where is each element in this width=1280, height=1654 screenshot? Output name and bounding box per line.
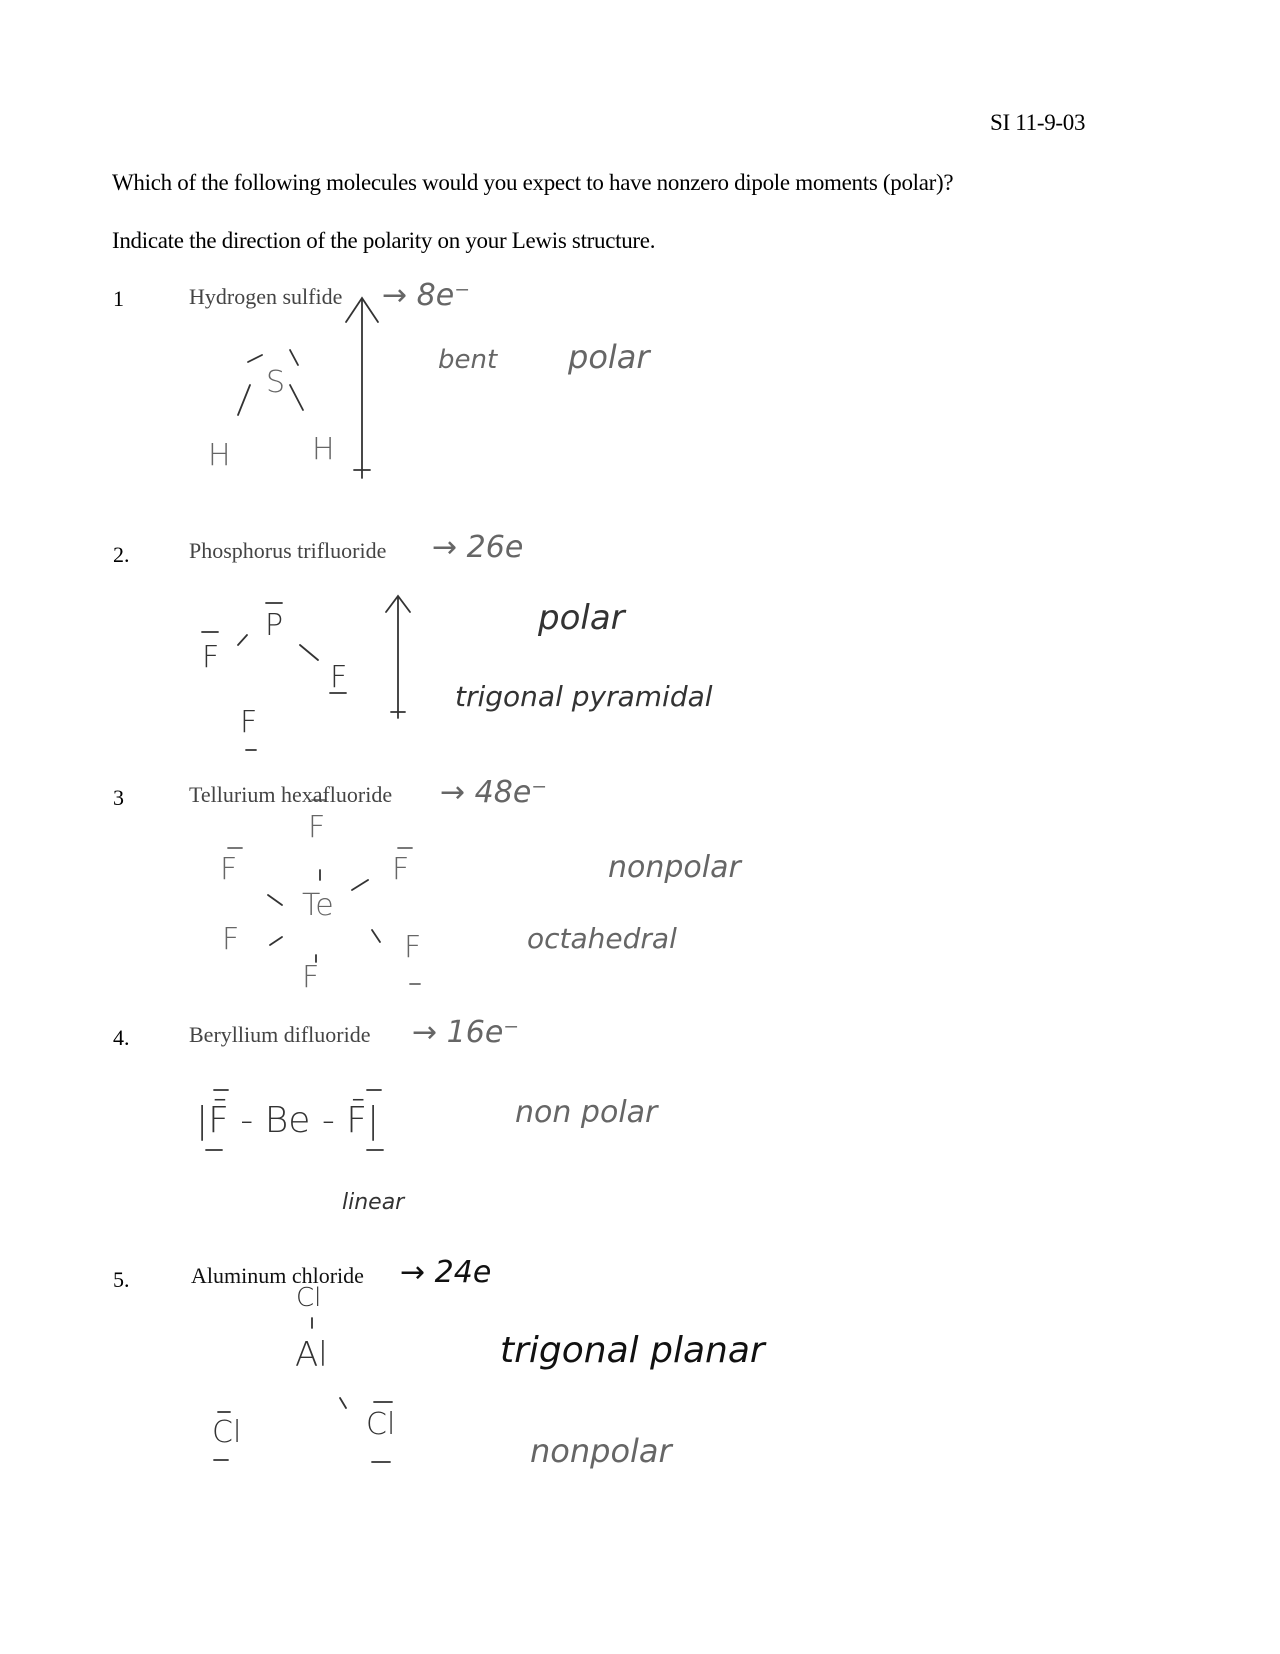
question-1-number: 1 [113,286,124,311]
question-4-polarity: non polar [515,1095,658,1130]
question-3-polarity: nonpolar [608,850,741,885]
question-2-polarity: polar [538,598,625,638]
question-5-geometry: trigonal planar [500,1330,765,1371]
question-1-polarity: polar [568,338,650,376]
atom-f-top: F [308,810,326,845]
question-4-structure: |F̄ - Be - F̄| [196,1100,380,1141]
question-4-electrons: → 16e⁻ [412,1015,520,1050]
bond-s-h-left [238,385,250,415]
document-code: SI 11-9-03 [990,110,1086,135]
atom-f-lower-right: F [404,930,422,965]
atom-s: S [266,365,286,400]
atom-te: Te [302,888,334,923]
question-4-geometry: linear [342,1190,405,1215]
atom-cl-top: Cl [296,1283,322,1313]
question-3-geometry: octahedral [527,922,677,955]
question-1-geometry: bent [438,345,498,375]
question-2-name: Phosphorus trifluoride [189,538,387,563]
atom-h-left: H [208,438,231,473]
lone-pair-s-1 [248,355,262,362]
bond-p-f1 [238,635,247,645]
bond-p-f2 [300,645,318,660]
question-2-number: 2. [113,542,130,567]
question-5-polarity: nonpolar [530,1432,672,1470]
atom-cl-right: Cl [366,1407,396,1442]
atom-f-upper-right: F [392,852,410,887]
instruction-line-1: Which of the following molecules would you expect to have nonzero dipole moments (polar)? [112,170,954,195]
instruction-line-2: Indicate the direction of the polarity on your Lewis structure. [112,228,656,253]
atom-f-upper-left: F [220,852,238,887]
question-3-number: 3 [113,785,124,810]
atom-p: P [265,608,284,643]
bond-s-h-right [290,385,303,410]
atom-cl-left: Cl [212,1415,242,1450]
atom-f-left: F [202,640,220,675]
bond-te-f-upper-right [352,880,368,890]
atom-h-right: H [312,432,335,467]
question-3-name: Tellurium hexafluoride [189,782,393,807]
question-5-electrons: → 24e [400,1255,492,1290]
question-2-geometry: trigonal pyramidal [455,680,713,713]
question-2-electrons: → 26e [432,530,524,565]
bond-te-f-lower-left [270,937,282,945]
question-1-electrons: → 8e⁻ [382,278,471,313]
atom-al: Al [295,1335,328,1375]
question-4-number: 4. [113,1025,130,1050]
question-5-number: 5. [113,1267,130,1292]
question-4-name: Beryllium difluoride [189,1022,371,1047]
bond-te-f-upper-left [268,895,282,905]
bond-te-f-lower-right [372,930,380,942]
atom-f-lower-left: F [222,922,240,957]
atom-f-bottom: F [240,705,258,740]
lone-pair-s-2 [290,350,298,365]
atom-f-right: F [330,660,348,695]
question-5-name: Aluminum chloride [191,1263,364,1288]
bond-al-cl-right [340,1398,346,1408]
question-1-name: Hydrogen sulfide [189,284,343,309]
atom-f-bottom: F [302,960,320,995]
question-3-electrons: → 48e⁻ [440,775,548,810]
